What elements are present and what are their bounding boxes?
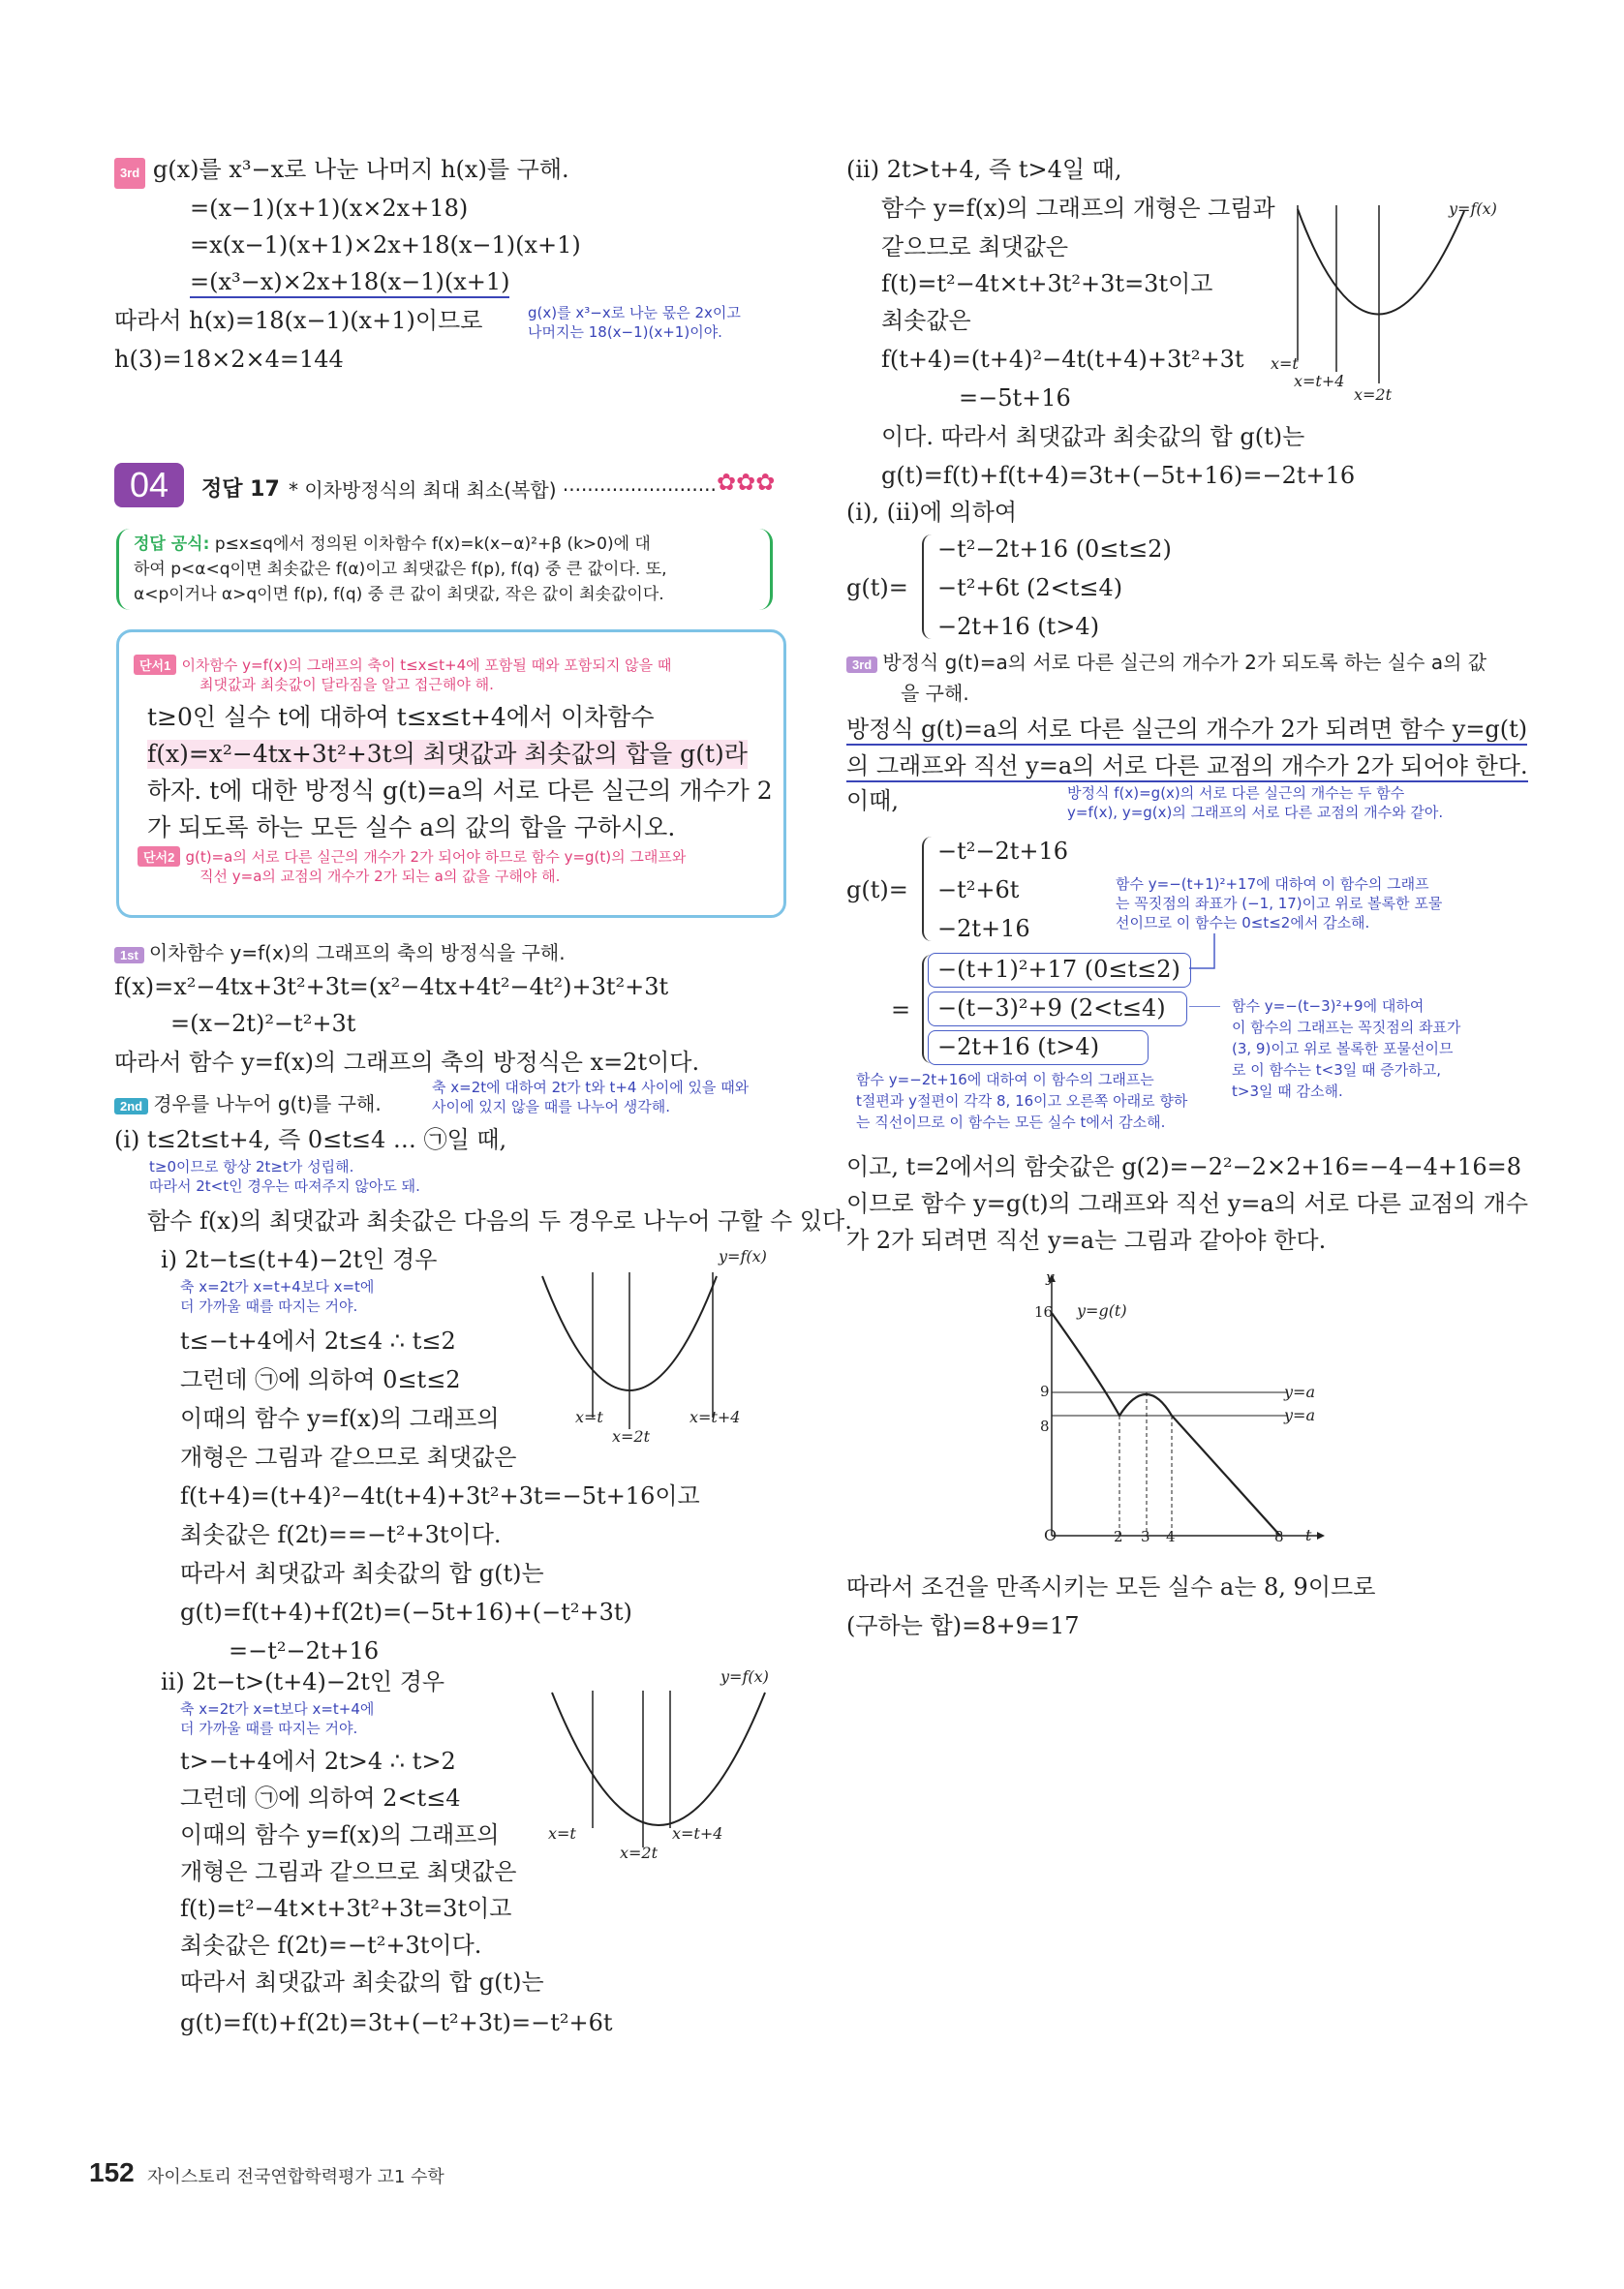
case-title: ⅱ) 2t−t>(t+4)−2t인 경우	[161, 1668, 445, 1695]
math-line: f(t+4)=(t+4)²−4t(t+4)+3t²+3t	[881, 346, 1244, 373]
paragraph: 이때,	[846, 787, 899, 814]
math-line: =x(x−1)(x+1)×2x+18(x−1)(x+1)	[190, 231, 581, 259]
annotation: t≥0이므로 항상 2t≥t가 성립해.	[149, 1158, 354, 1175]
annotation: 는 꼭짓점의 좌표가 (−1, 17)이고 위로 볼록한 포물	[1116, 895, 1443, 912]
annotation: 함수 y=−(t−3)²+9에 대하여	[1232, 997, 1425, 1015]
annotation: 함수 y=−2t+16에 대하여 이 함수의 그래프는	[856, 1071, 1154, 1088]
hint-text: 최댓값과 최솟값이 달라짐을 알고 접근해야 해.	[199, 676, 494, 693]
math-line: 따라서 최댓값과 최솟값의 합 g(t)는	[180, 1560, 544, 1587]
piecewise-row: −2t+16 (t>4)	[937, 1033, 1100, 1060]
piecewise-lhs: g(t)=	[846, 876, 908, 903]
paragraph: 의 그래프와 직선 y=a의 서로 다른 교점의 개수가 2가 되어야 한다.	[846, 751, 1528, 782]
y-tick: 9	[1040, 1383, 1050, 1400]
line-label: y=a	[1284, 1383, 1315, 1401]
parabola-graph-a	[523, 1243, 794, 1466]
math-line: 이다. 따라서 최댓값과 최솟값의 합 g(t)는	[881, 423, 1305, 450]
annotation: 함수 y=−(t+1)²+17에 대하여 이 함수의 그래프	[1116, 875, 1429, 893]
label-yf: y=f(x)	[1449, 199, 1497, 218]
parabola-curve	[1298, 209, 1464, 315]
label-x2t: x=2t	[1354, 385, 1393, 404]
math-line: 최솟값은	[881, 307, 971, 334]
math-line: 개형은 그림과 같으므로 최댓값은	[180, 1858, 517, 1885]
label-xt4: x=t+4	[672, 1824, 723, 1843]
parabola-curve	[552, 1693, 765, 1825]
piecewise-row: −t²−2t+16 (0≤t≤2)	[937, 535, 1172, 563]
annotation: 로 이 함수는 t<3일 때 증가하고,	[1232, 1061, 1441, 1079]
annotation: g(x)를 x³−x로 나눈 몫은 2x이고	[528, 304, 741, 321]
x-tick: 8	[1274, 1528, 1284, 1545]
gt-curve	[1052, 1313, 1280, 1536]
step-badge: 3rd	[114, 158, 145, 189]
step-title: 이차함수 y=f(x)의 그래프의 축의 방정식을 구해.	[148, 941, 566, 964]
piecewise-row: −2t+16 (t>4)	[937, 613, 1100, 640]
math-line: f(t)=t²−4t×t+3t²+3t=3t이고	[881, 270, 1213, 297]
question-line: t≥0인 실수 t에 대하여 t≤x≤t+4에서 이차함수	[147, 703, 655, 731]
annotation: 선이므로 이 함수는 0≤t≤2에서 감소해.	[1116, 914, 1370, 931]
math-line: g(t)=f(t)+f(2t)=3t+(−t²+3t)=−t²+6t	[180, 2009, 613, 2036]
difficulty-stars: ✿✿✿	[717, 469, 776, 496]
math-line: f(x)=x²−4tx+3t²+3t=(x²−4tx+4t²−4t²)+3t²+3t	[114, 973, 669, 1000]
math-line: =−t²−2t+16	[229, 1637, 380, 1664]
math-line: f(t+4)=(t+4)²−4t(t+4)+3t²+3t=−5t+16이고	[180, 1482, 700, 1510]
y-tick: 8	[1040, 1418, 1050, 1435]
math-line: 최솟값은 f(2t)=−t²+3t이다.	[180, 1932, 482, 1959]
annotation: 따라서 2t<t인 경우는 따져주지 않아도 돼.	[149, 1177, 420, 1195]
math-line: 그런데 ㉠에 의하여 0≤t≤2	[180, 1366, 461, 1393]
equals-sign: =	[891, 996, 911, 1023]
step-badge: 2nd	[114, 1098, 148, 1114]
math-line: t>−t+4에서 2t>4 ∴ t>2	[180, 1748, 456, 1775]
formula-label: 정답 공식:	[134, 534, 210, 554]
label-x2t: x=2t	[620, 1844, 659, 1862]
paragraph: 방정식 g(t)=a의 서로 다른 실근의 개수가 2가 되려면 함수 y=g(t)	[846, 715, 1527, 746]
origin-label: O	[1044, 1526, 1057, 1544]
problem-number: 04	[114, 463, 184, 507]
step-title: 방정식 g(t)=a의 서로 다른 실근의 개수가 2가 되도록 하는 실수 a의 값	[882, 651, 1487, 674]
formula-text: p≤x≤q에서 정의된 이차함수 f(x)=k(x−α)²+β (k>0)에 대	[214, 534, 651, 554]
math-line: =−5t+16	[959, 384, 1071, 412]
y-tick: 16	[1034, 1303, 1054, 1321]
answer-label: 정답 17	[201, 477, 280, 502]
step-title: 경우를 나누어 g(t)를 구해.	[153, 1092, 382, 1115]
label-xt4: x=t+4	[689, 1408, 741, 1426]
piecewise-row: −t²+6t	[937, 876, 1020, 903]
step-title: 을 구해.	[901, 682, 969, 705]
annotation: 방정식 f(x)=g(x)의 서로 다른 실근의 개수는 두 함수	[1067, 784, 1405, 802]
conclusion: (구하는 합)=8+9=17	[846, 1612, 1080, 1639]
case-title: (ⅰ) t≤2t≤t+4, 즉 0≤t≤4 … ㉠일 때,	[114, 1126, 507, 1153]
annotation: 축 x=2t가 x=t보다 x=t+4에	[180, 1700, 375, 1718]
y-axis-label: y	[1046, 1268, 1055, 1286]
annotation: t절편과 y절편이 각각 8, 16이고 오른쪽 아래로 향하	[856, 1092, 1188, 1110]
piecewise-row: −(t−3)²+9 (2<t≤4)	[937, 994, 1166, 1022]
math-line: 따라서 h(x)=18(x−1)(x+1)이므로	[114, 307, 483, 334]
math-line: 개형은 그림과 같으므로 최댓값은	[180, 1444, 517, 1471]
label-xt4: x=t+4	[1294, 372, 1345, 390]
piecewise-row: −(t+1)²+17 (0≤t≤2)	[937, 956, 1180, 983]
hint-text: 직선 y=a의 교점의 개수가 2가 되는 a의 값을 구해야 해.	[199, 868, 561, 885]
question-line: f(x)=x²−4tx+3t²+3t의 최댓값과 최솟값의 합을 g(t)라	[147, 740, 748, 768]
label-yf: y=f(x)	[719, 1247, 767, 1266]
label-yf: y=f(x)	[720, 1667, 769, 1686]
math-line: 함수 y=f(x)의 그래프의 개형은 그림과	[881, 195, 1275, 222]
x-tick: 2	[1114, 1528, 1123, 1545]
annotation: 사이에 있지 않을 때를 나누어 생각해.	[432, 1098, 670, 1115]
annotation: 축 x=2t가 x=t+4보다 x=t에	[180, 1278, 375, 1296]
annotation: 더 가까울 때를 따지는 거야.	[180, 1297, 358, 1315]
math-line: 이때의 함수 y=f(x)의 그래프의	[180, 1821, 500, 1848]
math-line: h(3)=18×2×4=144	[114, 346, 344, 373]
connector-arrows	[1185, 930, 1224, 1007]
label-xt: x=t	[548, 1824, 576, 1843]
piecewise-lhs: g(t)=	[846, 574, 908, 601]
math-line: t≤−t+4에서 2t≤4 ∴ t≤2	[180, 1328, 456, 1355]
math-line: =(x−1)(x+1)(x×2x+18)	[190, 195, 469, 222]
label-x2t: x=2t	[612, 1427, 651, 1446]
parabola-graph-c	[1259, 194, 1530, 387]
math-line: f(t)=t²−4t×t+3t²+3t=3t이고	[180, 1895, 512, 1922]
math-line: 최솟값은 f(2t)==−t²+3t이다.	[180, 1521, 502, 1548]
case-title: ⅰ) 2t−t≤(t+4)−2t인 경우	[161, 1246, 438, 1273]
hint-badge: 단서1	[134, 655, 176, 675]
paragraph: 함수 f(x)의 최댓값과 최솟값은 다음의 두 경우로 나누어 구할 수 있다.	[147, 1207, 852, 1235]
line-label: y=a	[1284, 1406, 1315, 1424]
curve-label: y=g(t)	[1077, 1301, 1127, 1320]
brace	[922, 837, 934, 941]
math-line: g(t)=f(t+4)+f(2t)=(−5t+16)+(−t²+3t)	[180, 1599, 632, 1626]
t-axis-label: t	[1305, 1526, 1312, 1544]
math-line: 이때의 함수 y=f(x)의 그래프의	[180, 1405, 500, 1432]
math-line: 따라서 최댓값과 최솟값의 합 g(t)는	[180, 1969, 544, 1996]
x-tick: 3	[1141, 1528, 1150, 1545]
label-xt: x=t	[575, 1408, 603, 1426]
step-badge: 3rd	[846, 656, 877, 673]
step-badge: 1st	[114, 947, 144, 963]
hint-text: g(t)=a의 서로 다른 실근의 개수가 2가 되어야 하므로 함수 y=g(t)의 그래프와	[185, 848, 687, 866]
topic-title: * 이차방정식의 최대 최소(복합) ·························	[289, 478, 717, 502]
math-line: g(t)=f(t)+f(t+4)=3t+(−5t+16)=−2t+16	[881, 462, 1356, 489]
page-number: 152	[89, 2157, 135, 2187]
paragraph: 이고, t=2에서의 함숫값은 g(2)=−2²−2×2+16=−4−4+16=8	[846, 1153, 1521, 1180]
annotation: 이 함수의 그래프는 꼭짓점의 좌표가	[1232, 1019, 1461, 1036]
math-line: (ⅰ), (ⅱ)에 의하여	[846, 499, 1018, 526]
annotation: (3, 9)이고 위로 볼록한 포물선이므	[1232, 1040, 1454, 1057]
math-line: 그런데 ㉠에 의하여 2<t≤4	[180, 1785, 461, 1812]
question-line: 가 되도록 하는 모든 실수 a의 값의 합을 구하시오.	[147, 813, 676, 841]
math-line: 따라서 함수 y=f(x)의 그래프의 축의 방정식은 x=2t이다.	[114, 1049, 700, 1076]
paragraph: 이므로 함수 y=g(t)의 그래프와 직선 y=a의 서로 다른 교점의 개수	[846, 1190, 1529, 1217]
annotation: 나머지는 18(x−1)(x+1)이야.	[528, 323, 722, 341]
formula-text: α<p이거나 α>q이면 f(p), f(q) 중 큰 값이 최댓값, 작은 값이 최솟값이다.	[134, 585, 664, 604]
label-xt: x=t	[1271, 354, 1299, 373]
math-line: =(x³−x)×2x+18(x−1)(x+1)	[190, 267, 509, 298]
parabola-graph-b	[523, 1667, 794, 1880]
piecewise-row: −2t+16	[937, 915, 1030, 942]
x-tick: 4	[1166, 1528, 1176, 1545]
step-title: g(x)를 x³−x로 나눈 나머지 h(x)를 구해.	[152, 156, 569, 183]
annotation: t>3일 때 감소해.	[1232, 1083, 1343, 1100]
piecewise-row: −t²+6t (2<t≤4)	[937, 574, 1123, 601]
annotation: 는 직선이므로 이 함수는 모든 실수 t에서 감소해.	[856, 1114, 1166, 1131]
paragraph: 가 2가 되려면 직선 y=a는 그림과 같아야 한다.	[846, 1227, 1327, 1254]
formula-text: 하여 p<α<q이면 최솟값은 f(α)이고 최댓값은 f(p), f(q) 중 큰 값이다. 또,	[134, 560, 667, 579]
annotation: 더 가까울 때를 따지는 거야.	[180, 1720, 358, 1737]
hint-text: 이차함수 y=f(x)의 그래프의 축이 t≤x≤t+4에 포함될 때와 포함되지 않을 때	[181, 656, 672, 674]
math-line: =(x−2t)²−t²+3t	[170, 1010, 356, 1037]
annotation: y=f(x), y=g(x)의 그래프의 서로 다른 교점의 개수와 같아.	[1067, 804, 1444, 821]
brace	[922, 534, 934, 639]
piecewise-row: −t²−2t+16	[937, 838, 1069, 865]
book-title: 자이스토리 전국연합학력평가 고1 수학	[147, 2167, 444, 2187]
hint-badge: 단서2	[138, 846, 180, 867]
question-line: 하자. t에 대한 방정식 g(t)=a의 서로 다른 실근의 개수가 2	[147, 777, 773, 805]
conclusion: 따라서 조건을 만족시키는 모든 실수 a는 8, 9이므로	[846, 1573, 1376, 1601]
case-title: (ⅱ) 2t>t+4, 즉 t>4일 때,	[846, 156, 1122, 183]
annotation: 축 x=2t에 대하여 2t가 t와 t+4 사이에 있을 때와	[432, 1079, 750, 1096]
math-line: 같으므로 최댓값은	[881, 233, 1069, 260]
